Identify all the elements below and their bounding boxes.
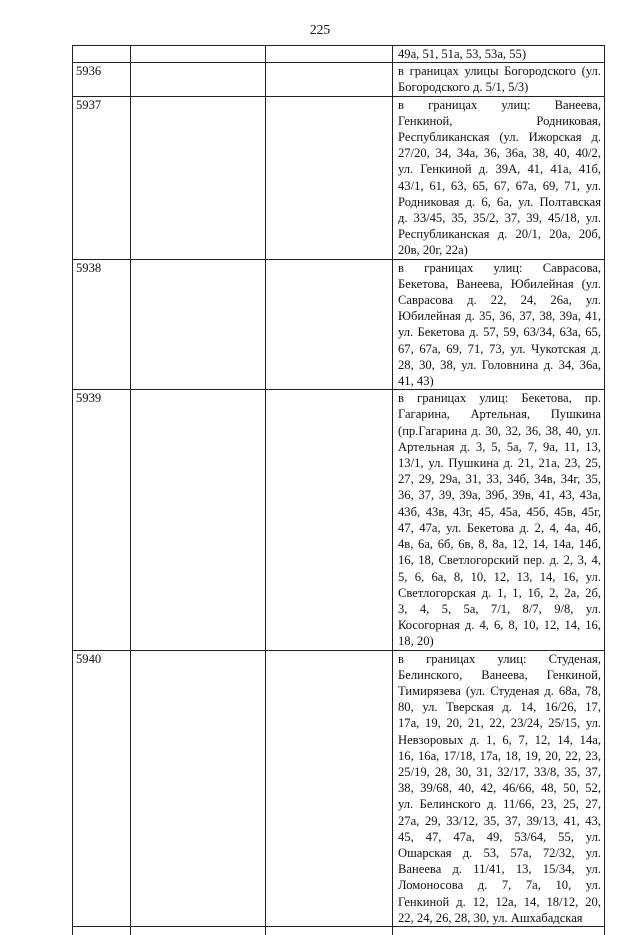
description-line: Бекетова, Ванеева, Юбилейная (ул.: [398, 276, 601, 291]
description-line: Юбилейная д. 35, 36, 37, 38, 39а, 41,: [398, 309, 601, 324]
empty-cell: [73, 926, 131, 935]
description-line: Артельная д. 3, 5, 5а, 7, 9а, 11, 13,: [398, 439, 601, 454]
description-line: 3, 4, 5, 5а, 7/1, 8/7, 9/8, ул.: [398, 601, 601, 616]
description-line: Ломоносова д. 7, 7а, 10, ул.: [398, 878, 601, 893]
description-line: в границах улиц: Бекетова, пр.: [398, 391, 601, 406]
description-line: 41, 43): [398, 374, 434, 389]
description-line: 49а, 51, 51а, 53, 53а, 55): [398, 47, 527, 61]
empty-cell: [131, 96, 266, 259]
empty-cell: [266, 96, 393, 259]
empty-cell: [131, 259, 266, 390]
description-line: 27, 29, 29а, 31, 33, 34б, 34в, 34г, 35,: [398, 472, 601, 487]
page-number: 225: [309, 22, 331, 37]
description-line: в границах улицы Богородского (ул.: [398, 64, 601, 79]
description-line: 43/1, 61, 63, 65, 67, 67а, 69, 71, ул.: [398, 178, 601, 193]
table-row: [73, 46, 605, 63]
empty-cell: [266, 650, 393, 926]
description-line: ул. Генкиной д. 39А, 41, 41а, 41б,: [398, 162, 601, 177]
description-line: Косогорная д. 4, 6, 8, 10, 12, 14, 16,: [398, 618, 601, 633]
description-line: 5, 6, 6а, 8, 10, 12, 13, 14, 16, ул.: [398, 569, 601, 584]
description-line: 16, 18, Светлогорский пер. д. 2, 3, 4,: [398, 553, 601, 568]
station-number-cell: 5936: [73, 63, 131, 96]
description-line: ул. Белинского д. 11/66, 23, 25, 27,: [398, 797, 601, 812]
station-number-cell: 5939: [73, 390, 131, 650]
empty-cell: [131, 46, 266, 63]
description-line: Родниковая д. 6, 6а, ул. Полтавская: [398, 194, 601, 209]
boundary-description-cell: [393, 46, 605, 63]
empty-cell: [393, 926, 605, 935]
empty-cell: [131, 926, 266, 935]
empty-cell: [266, 46, 393, 63]
empty-cell: [131, 63, 266, 96]
description-line: Невзоровых д. 1, 6, 7, 12, 14, 14а,: [398, 732, 601, 747]
description-line: 13/1, ул. Пушкина д. 21, 21а, 23, 25,: [398, 456, 601, 471]
description-line: Светлогорская д. 1, 1, 1б, 2, 2а, 2б,: [398, 585, 601, 600]
polling-stations-table: [72, 45, 605, 935]
description-line: Тимирязева (ул. Студеная д. 68а, 78,: [398, 683, 601, 698]
station-number-cell: 5938: [73, 259, 131, 390]
empty-cell: [131, 390, 266, 650]
description-line: ул. Бекетова д. 57, 59, 63/34, 63а, 65,: [398, 325, 601, 340]
description-line: Саврасова д. 22, 24, 26а, ул.: [398, 293, 601, 308]
boundary-description-cell: [393, 96, 605, 259]
description-line: 28, 30, 38, ул. Головнина д. 34, 36а,: [398, 357, 601, 372]
description-line: 18, 20): [398, 634, 434, 649]
description-line: в границах улиц: Студеная,: [398, 651, 601, 666]
table-row: [73, 63, 605, 96]
description-line: Богородского д. 5/1, 5/3): [398, 80, 529, 95]
description-line: 20в, 20г, 22а): [398, 243, 468, 258]
continuation-row: [73, 926, 605, 935]
description-line: 67, 67а, 69, 71, 73, ул. Чукотская д.: [398, 341, 601, 356]
description-line: Ванеева д. 11/41, 13, 15/34, ул.: [398, 862, 601, 877]
empty-cell: [266, 259, 393, 390]
table-row: [73, 259, 605, 390]
table-row: [73, 96, 605, 259]
boundary-description-cell: [393, 63, 605, 96]
description-line: 16, 16а, 17/18, 17а, 18, 19, 20, 22, 23,: [398, 748, 601, 763]
boundary-description-cell: [393, 390, 605, 650]
description-line: 27а, 29, 33/12, 35, 37, 39/13, 41, 43,: [398, 813, 601, 828]
table-row: [73, 390, 605, 650]
empty-cell: [266, 63, 393, 96]
empty-cell: [266, 390, 393, 650]
station-number-cell: 5940: [73, 650, 131, 926]
description-line: Генкиной д. 12, 12а, 14, 18/12, 20,: [398, 894, 601, 909]
description-line: 4в, 6а, 6б, 6в, 8, 8а, 12, 14, 14а, 14б,: [398, 537, 601, 552]
description-line: 36, 37, 39, 39а, 39б, 39в, 41, 43, 43а,: [398, 488, 601, 503]
description-line: Республиканская д. 20/1, 20а, 20б,: [398, 227, 601, 242]
empty-cell: [266, 926, 393, 935]
description-line: 22, 24, 26, 28, 30, ул. Ашхабадская: [398, 910, 583, 925]
description-line: Гагарина, Артельная, Пушкина: [398, 407, 601, 422]
description-line: (пр.Гагарина д. 30, 32, 36, 38, 40, ул.: [398, 423, 601, 438]
description-line: Генкиной, Родниковая,: [398, 113, 601, 128]
description-line: 27/20, 34, 34а, 36, 36а, 38, 40, 40/2,: [398, 146, 601, 161]
description-line: 43б, 43в, 43г, 45, 45а, 45б, 45в, 45г,: [398, 504, 601, 519]
empty-cell: [131, 650, 266, 926]
table-row: [73, 650, 605, 926]
description-line: 80, ул. Тверская д. 14, 16/26, 17,: [398, 700, 601, 715]
description-line: 45, 47, 47а, 49, 53/64, 55, ул.: [398, 829, 601, 844]
description-line: 17а, 19, 20, 21, 22, 23/24, 25/15, ул.: [398, 716, 601, 731]
description-line: д. 33/45, 35, 35/2, 37, 39, 45/18, ул.: [398, 211, 601, 226]
station-number-cell: 5937: [73, 96, 131, 259]
description-line: Республиканская (ул. Ижорская д.: [398, 130, 601, 145]
description-line: Ошарская д. 53, 57а, 72/32, ул.: [398, 845, 601, 860]
station-number-cell: [73, 46, 131, 63]
boundary-description-cell: [393, 650, 605, 926]
description-line: в границах улиц: Ванеева,: [398, 97, 601, 112]
description-line: Белинского, Ванеева, Генкиной,: [398, 667, 601, 682]
description-line: 38, 39/68, 40, 42, 46/66, 48, 50, 52,: [398, 781, 601, 796]
boundary-description-cell: [393, 259, 605, 390]
description-line: 25/19, 28, 30, 31, 32/17, 33/8, 35, 37,: [398, 764, 601, 779]
description-line: в границах улиц: Саврасова,: [398, 260, 601, 275]
description-line: 47, 47а, ул. Бекетова д. 2, 4, 4а, 4б,: [398, 520, 601, 535]
